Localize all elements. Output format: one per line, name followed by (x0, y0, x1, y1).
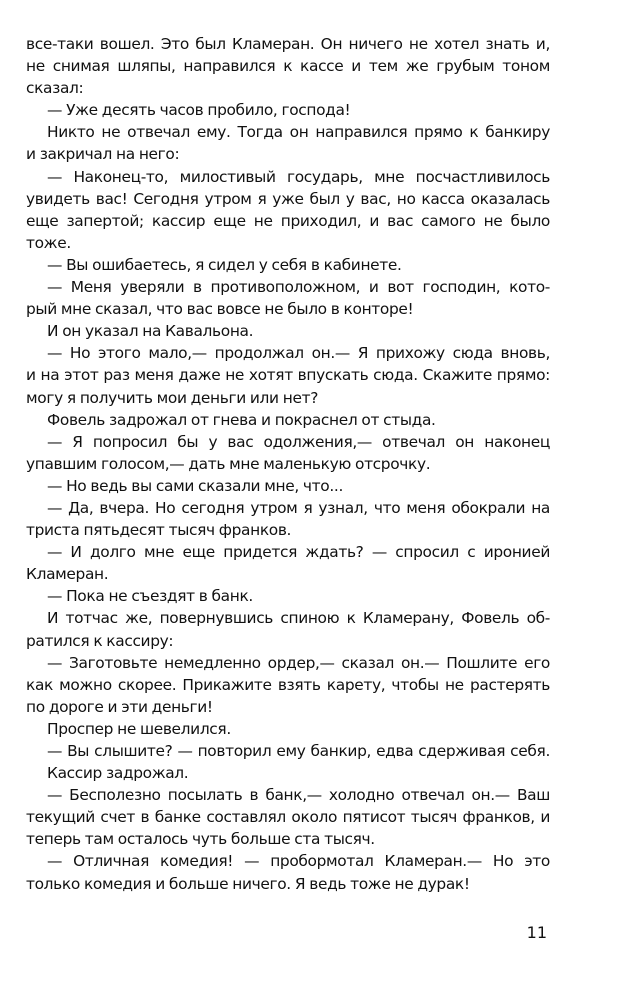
text-line: текущий счет в банке составлял около пятисот тысяч франков, и (26, 808, 550, 827)
text-line: Кламеран. (26, 565, 109, 584)
text-line: — Но этого мало,— продолжал он.— Я прихожу сюда вновь, (47, 344, 550, 363)
text-line: Никто не отвечал ему. Тогда он направился прямо к банкиру (47, 123, 550, 142)
text-line: — Отличная комедия! — пробормотал Кламеран.— Но это (47, 852, 550, 871)
text-line: Кассир задрожал. (47, 764, 189, 783)
text-line: — Наконец-то, милостивый государь, мне посчастливилось (47, 167, 550, 186)
text-line: И тотчас же, повернувшись спиною к Кламерану, Фовель об- (47, 609, 550, 628)
text-line: рый мне сказал, что вас вовсе не было в конторе! (26, 300, 414, 319)
text-line: все-таки вошел. Это был Кламеран. Он ничего не хотел знать и, (26, 35, 550, 53)
text-line: и на этот раз меня даже не хотят впускать сюда. Скажите прямо: (26, 366, 550, 385)
text-line: — Меня уверяли в противоположном, и вот господин, кото- (47, 278, 550, 297)
page-number: 11 (526, 923, 547, 942)
text-line: — Я попросил бы у вас одолжения,— отвечал он наконец (47, 432, 550, 451)
text-line: еще запертой; кассир еще не приходил, и вас самого не было (26, 211, 550, 230)
text-line: как можно скорее. Прикажите взять карету, чтобы не растерять (26, 675, 550, 694)
text-line: — Бесполезно посылать в банк,— холодно отвечал он.— Ваш (47, 786, 550, 805)
text-line: тоже. (26, 233, 71, 252)
text-line: — Вы ошибаетесь, я сидел у себя в кабинете. (47, 255, 402, 274)
text-line: триста пятьдесят тысяч франков. (26, 521, 292, 540)
text-line: упавшим голосом,— дать мне маленькую отсрочку. (26, 454, 431, 473)
text-line: — Но ведь вы сами сказали мне, что... (47, 476, 343, 495)
text-line: Фовель задрожал от гнева и покраснел от стыда. (47, 410, 436, 429)
text-line: Проспер не шевелился. (47, 719, 231, 738)
text-line: по дороге и эти деньги! (26, 697, 213, 716)
text-line: не снимая шляпы, направился к кассе и тем же грубым тоном (26, 57, 550, 76)
text-line: — Заготовьте немедленно ордер,— сказал он.— Пошлите его (47, 653, 550, 672)
text-line: — И долго мне еще придется ждать? — спросил с иронией (47, 543, 550, 562)
text-line: ратился к кассиру: (26, 631, 174, 650)
text-line: сказал: (26, 79, 84, 98)
text-line: И он указал на Кавальона. (47, 322, 254, 341)
text-line: — Вы слышите? — повторил ему банкир, едва сдерживая себя. (47, 742, 550, 760)
page-body (26, 33, 550, 895)
text-line: — Да, вчера. Но сегодня утром я узнал, что меня обокрали на (47, 498, 550, 517)
text-line: и закричал на него: (26, 145, 180, 164)
text-line: могу я получить мои деньги или нет? (26, 388, 319, 407)
text-line: увидеть вас! Сегодня утром я уже был у вас, но касса оказалась (26, 189, 550, 208)
text-line: — Пока не съездят в банк. (47, 587, 253, 606)
text-line: только комедия и больше ничего. Я ведь тоже не дурак! (26, 874, 470, 893)
text-line: теперь там осталось чуть больше ста тысяч. (26, 830, 375, 849)
text-line: — Уже десять часов пробило, господа! (47, 101, 351, 120)
